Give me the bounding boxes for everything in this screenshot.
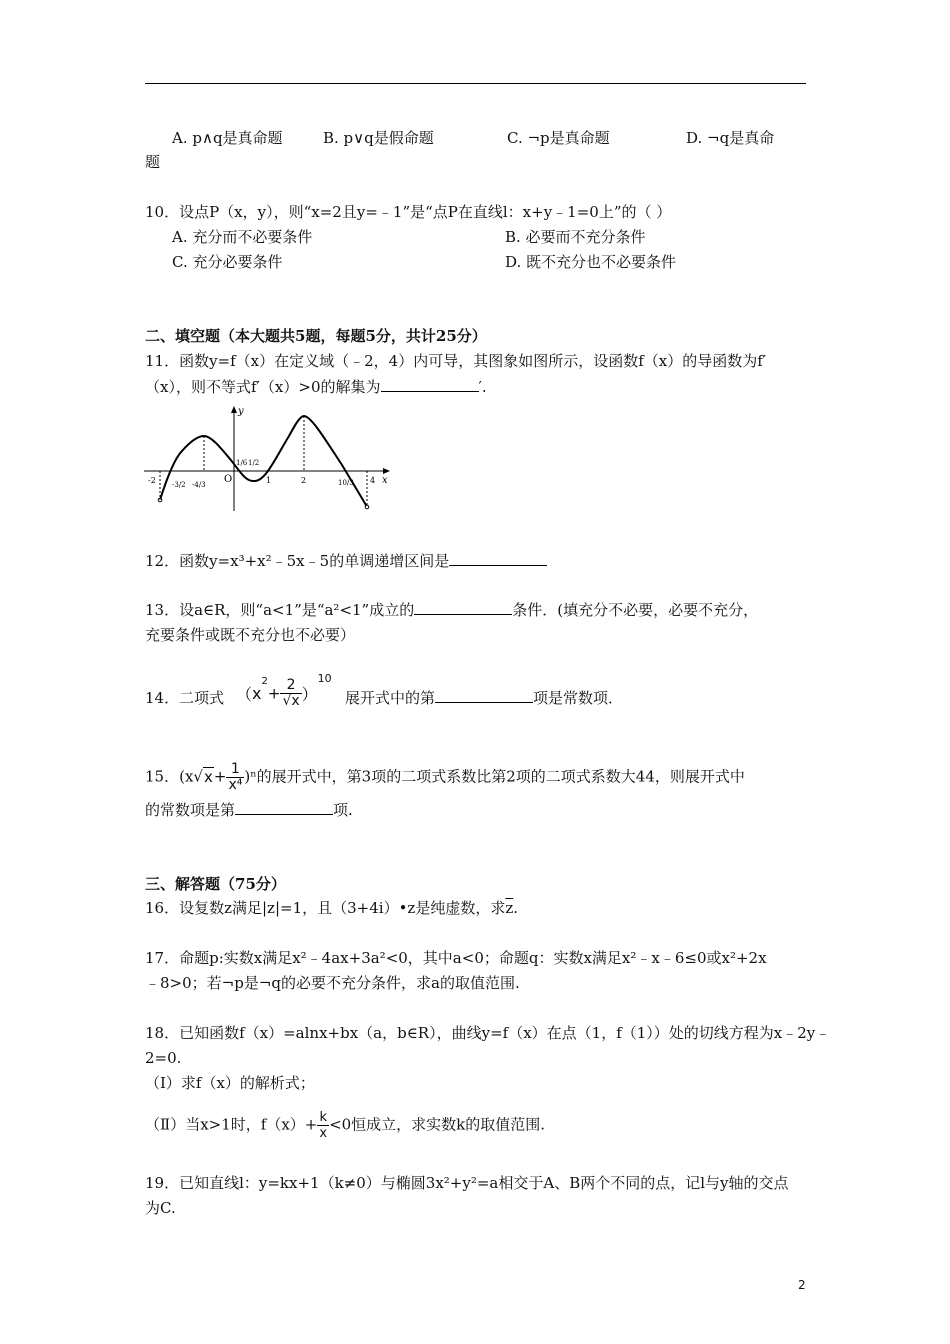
q14-base: x <box>252 684 262 703</box>
q11-line2-end: ′. <box>478 378 487 396</box>
tick-1-6: 1/6 <box>236 459 248 467</box>
q9-option-c: C. ¬p是真命题 <box>507 129 610 147</box>
section2-title: 二、填空题（本大题共5题，每题5分，共计25分） <box>145 327 487 345</box>
q14-answer-blank[interactable] <box>435 688 533 703</box>
q13-text-b: 条件．(填充分不必要，必要不充分， <box>512 601 759 619</box>
q15-den: x⁴ <box>228 777 243 793</box>
tick-10-3: 10/3 <box>338 479 354 487</box>
q15-num: 1 <box>226 762 244 778</box>
tick-neg4-3: -4/3 <box>192 481 206 489</box>
q13-answer-blank[interactable] <box>414 600 512 615</box>
tick-4: 4 <box>370 476 376 485</box>
q15-prefix: 15．(x <box>145 767 194 786</box>
q16-z-bar: $\overline{z}$ <box>505 899 514 917</box>
q18-part2-b: <0恒成立，求实数k的取值范围. <box>329 1115 546 1134</box>
q16-text: 16．设复数z满足|z|=1，且（3+4i）•z是纯虚数，求 <box>145 899 506 917</box>
q14-suffix: 项是常数项． <box>533 689 624 707</box>
q15-line1: 15．(x√x+ $\frac{1}{\text{x⁴}}$ )ⁿ的展开式中，第3项的二项式系数比第2项的二项式系数大44，则展开式中 <box>145 761 745 793</box>
q13-text-a: 13．设a∈R，则“a<1”是“a²<1”成立的 <box>145 601 415 619</box>
q10-option-c: C. 充分必要条件 <box>172 253 283 271</box>
page-number: 2 <box>798 1278 806 1292</box>
q14-plus: + <box>267 684 281 703</box>
q11-line2 <box>145 377 487 397</box>
x-axis-label: x <box>382 475 388 486</box>
tick-neg2: -2 <box>148 476 156 485</box>
q14-expression: （$x^2+$ $\frac{2}{√x}$ ）$^{10}$ <box>236 672 332 709</box>
q14-pow: 2 <box>261 676 268 687</box>
tick-1-2: 1/2 <box>248 459 260 467</box>
q18-den: x <box>319 1126 328 1141</box>
q12 <box>145 551 547 571</box>
q19-line2: 为C. <box>145 1199 176 1217</box>
q18-line2: 2=0. <box>145 1049 182 1067</box>
q15-after: )ⁿ的展开式中，第3项的二项式系数比第2项的二项式系数大44，则展开式中 <box>244 767 745 786</box>
q9-option-a: A. p∧q是真命题 <box>172 129 283 147</box>
q15-fraction <box>226 762 244 793</box>
q9-option-d-wrap: 题 <box>145 153 161 171</box>
q17-line1: 17．命题p:实数x满足x²﹣4ax+3a²<0，其中a<0；命题q：实数x满足x²﹣x﹣6≤0或x²+2x <box>145 949 767 967</box>
q10-option-b: B. 必要而不充分条件 <box>505 228 646 246</box>
y-axis-label: y <box>238 406 244 417</box>
q17-line2: ﹣8>0；若¬p是¬q的必要不充分条件，求a的取值范围. <box>145 974 520 992</box>
q11-line1: 11．函数y=f（x）在定义域（﹣2，4）内可导，其图象如图所示，设函数f（x）的导函数为f′ <box>145 352 767 370</box>
q15-answer-blank[interactable] <box>235 800 333 815</box>
q15-sqrt-arg: x <box>203 767 213 786</box>
tick-neg3-2: -3/2 <box>172 481 186 489</box>
q9-option-d: D. ¬q是真命 <box>686 129 775 147</box>
q11-answer-blank[interactable] <box>381 377 479 392</box>
q14-mid: 展开式中的第 <box>345 689 436 707</box>
q14-num: 2 <box>280 678 301 694</box>
q10-option-d: D. 既不充分也不必要条件 <box>505 253 677 271</box>
q10-stem: 10．设点P（x，y），则“x=2且y=﹣1”是“点P在直线l：x+y﹣1=0上”的（ ） <box>145 203 672 221</box>
q15-line2-b: 项. <box>333 801 353 819</box>
q10-option-a: A. 充分而不必要条件 <box>172 228 313 246</box>
q9-option-b: B. p∨q是假命题 <box>323 129 434 147</box>
q13-line1 <box>145 600 758 620</box>
tick-1: 1 <box>266 476 272 485</box>
q12-text: 12．函数y=x³+x²﹣5x﹣5的单调递增区间是 <box>145 552 450 570</box>
q14-rest <box>345 688 623 708</box>
q14-fraction <box>280 678 301 709</box>
q15-line2 <box>145 800 353 820</box>
q15-plus: + <box>213 767 227 786</box>
q16 <box>145 898 518 918</box>
q14-prefix: 14．二项式 <box>145 689 225 707</box>
q18-num: k <box>317 1110 329 1126</box>
header-rule <box>145 83 806 84</box>
q18-line1: 18．已知函数f（x）=alnx+bx（a，b∈R），曲线y=f（x）在点（1，f（1））处的切线方程为x﹣2y﹣ <box>145 1024 831 1042</box>
q16-end: . <box>513 899 519 917</box>
q14-den: √x <box>282 693 300 709</box>
q18-part1: （Ⅰ）求f（x）的解析式； <box>145 1074 315 1092</box>
q14-exp: 10 <box>317 672 332 685</box>
q15-line2-a: 的常数项是第 <box>145 801 236 819</box>
q18-part2-a: （Ⅱ）当x>1时，f（x）+ <box>145 1115 318 1134</box>
function-graph <box>142 403 394 515</box>
q11-line2-text: （x），则不等式f′（x）>0的解集为 <box>145 378 381 396</box>
q13-line2: 充要条件或既不充分也不必要） <box>145 626 356 644</box>
origin-label: O <box>224 474 233 485</box>
tick-2: 2 <box>301 476 307 485</box>
section3-title: 三、解答题（75分） <box>145 875 286 893</box>
q18-part2 <box>145 1110 545 1141</box>
q19-line1: 19．已知直线l：y=kx+1（k≠0）与椭圆3x²+y²=a相交于A、B两个不同的点，记l与y轴的交点 <box>145 1174 789 1192</box>
q18-fraction <box>317 1110 329 1141</box>
q12-answer-blank[interactable] <box>449 551 547 566</box>
